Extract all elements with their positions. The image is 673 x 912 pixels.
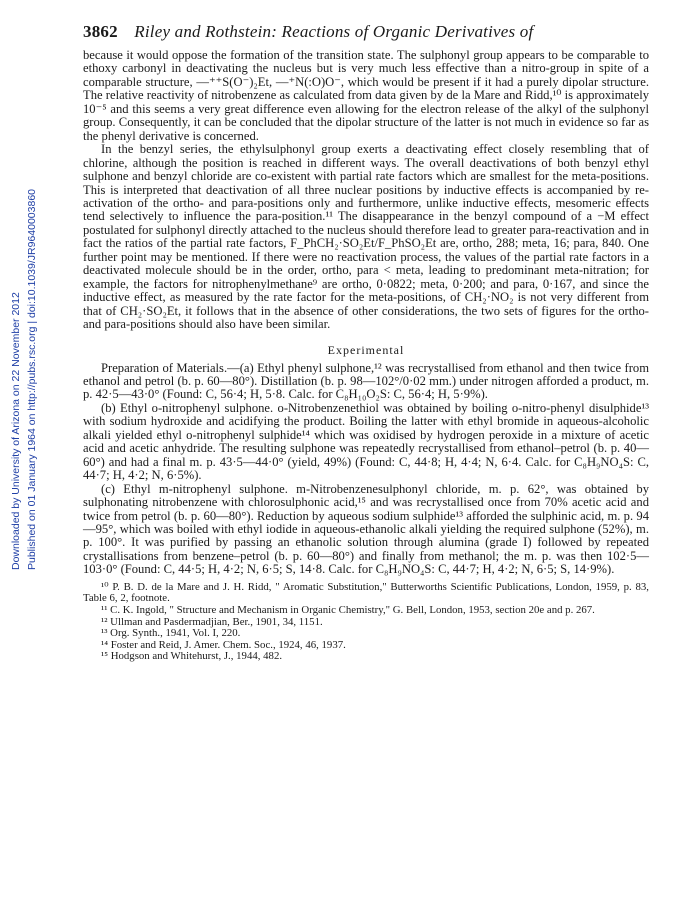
footnote-13: ¹³ Org. Synth., 1941, Vol. I, 220. bbox=[101, 627, 241, 640]
running-title: Riley and Rothstein: Reactions of Organic Derivatives of bbox=[134, 22, 534, 41]
paragraph-preparation-c: (c) Ethyl m-nitrophenyl sulphone. m-Nitrobenzenesulphonyl chloride, m. p. 62°, was obtained by sulphonating nitrobenzene with chlorosulphonic acid,¹⁵ and was recrystallised once from 70% acetic acid and twice from petrol (b. p. 60—80°). Reduction by aqueous sodium sulphide¹³ afforded the sulphinic acid, m. p. 94—95°, which was boiled with ethyl iodide in aqueous-ethanolic alkali yielding the required sulphone (52%), m. p. 100°. It was purified by passing an ethanolic solution through alumina (grade I) followed by repeated crystallisations from benzene–petrol (b. p. 60—80°) and finally from methanol; the m. p. was then 102·5—103·0° (Found: C, 44·5; H, 4·2; N, 6·5; S, 14·8. Calc. for C₈H₉NO₄S: C, 44·7; H, 4·2; N, 6·5; S, 14·9%). bbox=[83, 481, 649, 577]
paragraph-preparation-b: (b) Ethyl o-nitrophenyl sulphone. o-Nitrobenzenethiol was obtained by boiling o-nitro-phenyl disulphide¹³ with sodium hydroxide and acidifying the product. Boiling the latter with ethyl bromide in aqueous-alcoholic alkali yielded ethyl o-nitrophenyl sulphide¹⁴ which was oxidised by hydrogen peroxide in a mixture of acetic acid and acetic anhydride. The resulting sulphone was repeatedly recrystallised from ethanol–petrol (b. p. 40—60°) and had a final m. p. 43·5—44·0° (yield, 49%) (Found: C, 44·8; H, 4·4; N, 6·4. Calc. for C₈H₉NO₄S: C, 44·7; H, 4·2; N, 6·5%). bbox=[83, 400, 649, 483]
footnote-12: ¹² Ullman and Pasdermadjian, Ber., 1901, 34, 1151. bbox=[101, 615, 323, 628]
footnote-11: ¹¹ C. K. Ingold, " Structure and Mechanism in Organic Chemistry," G. Bell, London, 1953, section 20e and p. 267. bbox=[101, 603, 595, 616]
running-header bbox=[83, 22, 649, 42]
section-heading-experimental: Experimental bbox=[327, 342, 405, 357]
paragraph-benzyl-series: In the benzyl series, the ethylsulphonyl group exerts a deactivating effect closely resembling that of chlorine, although the position is reached in different ways. The overall deactivations of both benzyl ethyl sulphone and benzyl chloride are co-existent with partial rate factors which are smallest for the meta-positions. This is interpreted that deactivation of all three nuclear positions by inductive effects is accompanied by re-activation of the ortho- and para-positions only and furthermore, unlike inductive effects, mesomeric effects tend selectively to influence the para-position.¹¹ The disappearance in the benzyl compound of a −M effect postulated for sulphonyl directly attached to the nucleus should therefore lead to greater para-reactivation and in fact the ratios of the partial rate factors, F_PhCH₂·SO₂Et/F_PhSO₂Et are, ortho, 288; meta, 16; para, 840. One further point may be mentioned. If there were no reactivation process, the values of the partial rate factors in a deactivated molecule should be in the order, ortho, para < meta, leading to predominant meta-nitration; for example, the factors for nitrophenylmethane⁹ are ortho, 0·0822; meta, 0·200; and para, 0·167, and since the inductive effect, as measured by the rate factor for the meta-positions, of CH₂·NO₂ is not very different from that of CH₂·SO₂Et, it follows that in the absence of other considerations, the two sets of figures for the ortho- and para-positions should also have been similar. bbox=[83, 142, 649, 332]
footnote-10: ¹⁰ P. B. D. de la Mare and J. H. Ridd, " Aromatic Substitution," Butterworths Scientific Publications, London, 1959, p. 83, Table 6, 2, footnote. bbox=[83, 580, 649, 605]
page-number: 3862 bbox=[83, 22, 118, 41]
publication-link[interactable]: Published on 01 January 1964 on http://pubs.rsc.org | doi:10.1039/JR9640003860 bbox=[26, 188, 38, 570]
paragraph-sulphonyl-deactivation: because it would oppose the formation of the transition state. The sulphonyl group appears to be comparable to ethoxy carbonyl in deactivating the nucleus but is very much less effective than a nitro-group in spite of a comparable structure, —⁺⁺S(O⁻)₂Et, —⁺N(:O)O⁻, which would be present if it had a purely dipolar structure. The relative reactivity of nitrobenzene as calculated from data given by de la Mare and Ridd,¹⁰ is approximately 10⁻⁵ and this seems a very great difference even allowing for the electron release of the alkyl of the sulphonyl group. Consequently, it can be concluded that the dipolar structure of the latter is not much in evidence so far as the phenyl derivative is concerned. bbox=[83, 48, 649, 143]
footnotes bbox=[83, 582, 649, 663]
download-watermark bbox=[4, 150, 48, 580]
paragraph-preparation-a: Preparation of Materials.—(a) Ethyl phenyl sulphone,¹² was recrystallised from ethanol and then twice from ethanol and petrol (b. p. 60—80°). Distillation (b. p. 98—102°/0·02 mm.) under nitrogen afforded a product, m. p. 42·5—43·0° (Found: C, 56·4; H, 5·8. Calc. for C₈H₁₀O₂S: C, 56·4; H, 5·9%). bbox=[83, 360, 649, 402]
journal-page bbox=[83, 22, 649, 663]
footnote-15: ¹⁵ Hodgson and Whitehurst, J., 1944, 482. bbox=[101, 650, 283, 663]
footnote-14: ¹⁴ Foster and Reid, J. Amer. Chem. Soc., 1924, 46, 1937. bbox=[101, 638, 346, 651]
download-notice: Downloaded by University of Arizona on 22 November 2012 bbox=[10, 292, 22, 570]
